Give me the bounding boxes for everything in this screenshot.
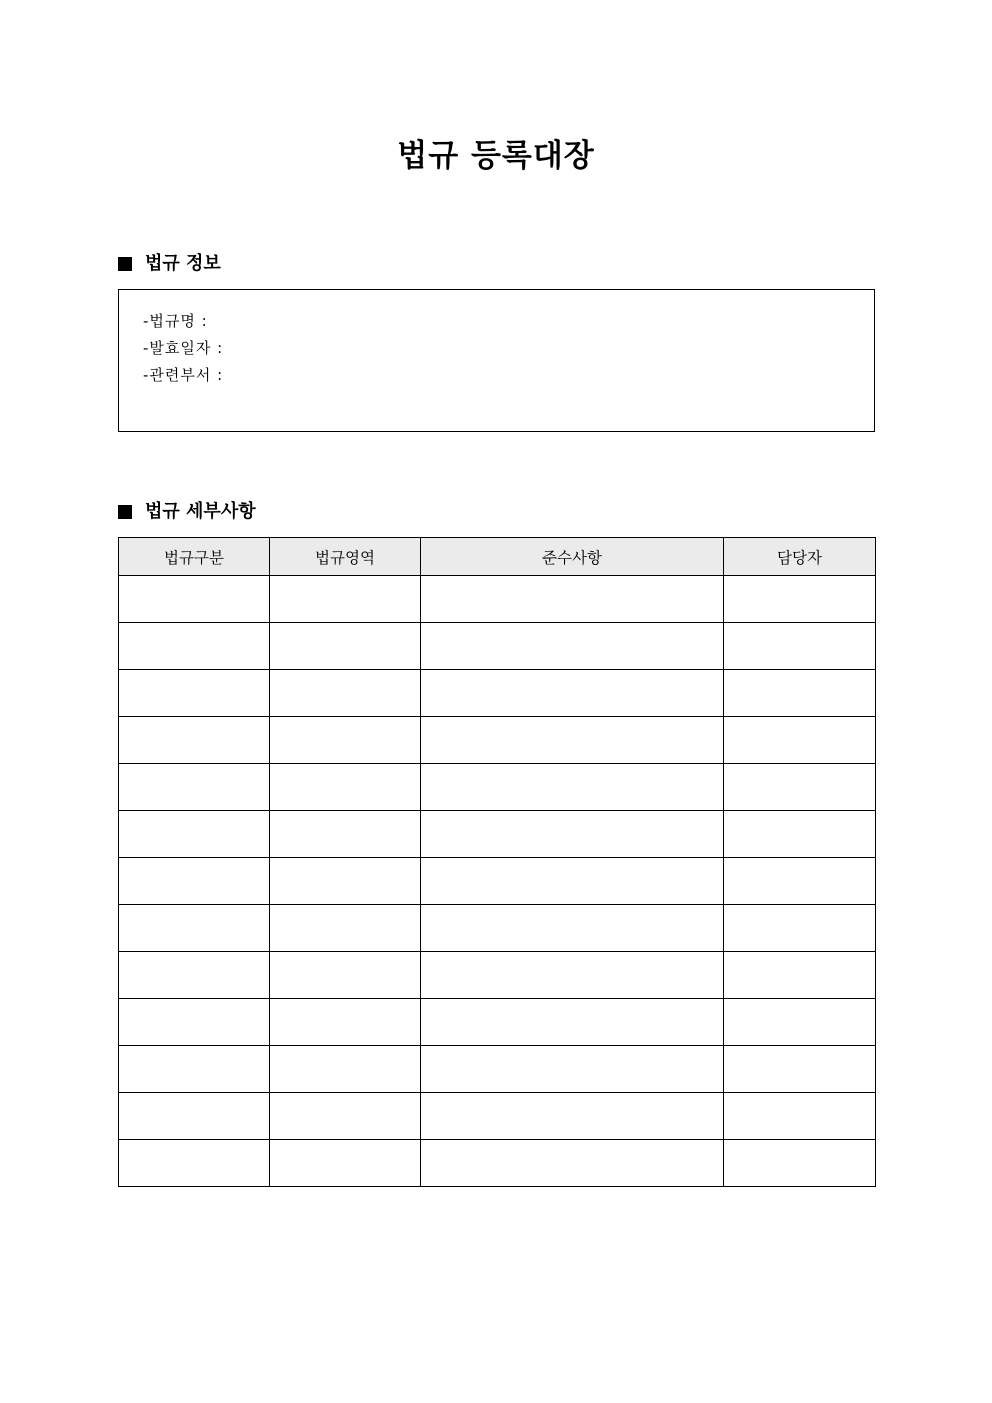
table-body — [119, 576, 876, 1187]
detail-table — [118, 537, 876, 1187]
table-row — [119, 623, 876, 670]
table-cell[interactable] — [270, 858, 421, 905]
info-line-effective-date: -발효일자 : — [143, 339, 224, 357]
table-cell[interactable] — [421, 623, 724, 670]
table-cell[interactable] — [421, 999, 724, 1046]
table-cell[interactable] — [421, 858, 724, 905]
table-cell[interactable] — [724, 811, 876, 858]
info-line-law-name: -법규명 : — [143, 312, 208, 330]
table-header-row — [119, 538, 876, 576]
table-row — [119, 670, 876, 717]
table-row — [119, 1093, 876, 1140]
page-title: 법규 등록대장 — [397, 138, 595, 174]
table-cell[interactable] — [421, 952, 724, 999]
table-cell[interactable] — [724, 1093, 876, 1140]
info-box — [118, 289, 875, 432]
table-cell[interactable] — [270, 1140, 421, 1187]
table-cell[interactable] — [119, 1093, 270, 1140]
table-cell[interactable] — [724, 717, 876, 764]
table-row — [119, 1140, 876, 1187]
table-cell[interactable] — [270, 764, 421, 811]
table-cell[interactable] — [119, 999, 270, 1046]
column-header-manager: 담당자 — [724, 538, 876, 576]
table-cell[interactable] — [119, 905, 270, 952]
detail-section-heading — [118, 499, 256, 525]
table-row — [119, 576, 876, 623]
table-cell[interactable] — [270, 1093, 421, 1140]
table-cell[interactable] — [119, 811, 270, 858]
table-cell[interactable] — [421, 1093, 724, 1140]
column-header-compliance: 준수사항 — [421, 538, 724, 576]
table-cell[interactable] — [270, 576, 421, 623]
table-cell[interactable] — [724, 858, 876, 905]
table-row — [119, 717, 876, 764]
info-section-heading-label: 법규 정보 — [145, 253, 221, 274]
table-cell[interactable] — [724, 1046, 876, 1093]
table-cell[interactable] — [421, 811, 724, 858]
table-cell[interactable] — [724, 952, 876, 999]
table-cell[interactable] — [724, 905, 876, 952]
black-square-icon — [118, 257, 132, 271]
table-cell[interactable] — [270, 717, 421, 764]
info-section-heading — [118, 251, 221, 277]
table-cell[interactable] — [421, 1140, 724, 1187]
table-cell[interactable] — [270, 952, 421, 999]
table-cell[interactable] — [724, 576, 876, 623]
info-lines — [143, 308, 223, 389]
table-cell[interactable] — [270, 999, 421, 1046]
table-cell[interactable] — [119, 1140, 270, 1187]
table-cell[interactable] — [270, 1046, 421, 1093]
table-cell[interactable] — [119, 623, 270, 670]
table-cell[interactable] — [724, 999, 876, 1046]
table-cell[interactable] — [421, 764, 724, 811]
table-row — [119, 858, 876, 905]
column-header-category: 법규구분 — [119, 538, 270, 576]
table-cell[interactable] — [119, 952, 270, 999]
table-cell[interactable] — [270, 905, 421, 952]
table-cell[interactable] — [270, 670, 421, 717]
table-cell[interactable] — [724, 623, 876, 670]
table-cell[interactable] — [119, 576, 270, 623]
table-cell[interactable] — [270, 623, 421, 670]
table-cell[interactable] — [421, 905, 724, 952]
table-row — [119, 1046, 876, 1093]
table-row — [119, 764, 876, 811]
table-row — [119, 811, 876, 858]
table-cell[interactable] — [119, 858, 270, 905]
table-cell[interactable] — [421, 717, 724, 764]
table-cell[interactable] — [119, 1046, 270, 1093]
column-header-area: 법규영역 — [270, 538, 421, 576]
table-cell[interactable] — [724, 670, 876, 717]
table-row — [119, 952, 876, 999]
table-cell[interactable] — [119, 717, 270, 764]
table-cell[interactable] — [421, 670, 724, 717]
table-cell[interactable] — [421, 1046, 724, 1093]
table-cell[interactable] — [724, 764, 876, 811]
table-cell[interactable] — [119, 670, 270, 717]
info-line-department: -관련부서 : — [143, 366, 224, 384]
table-cell[interactable] — [724, 1140, 876, 1187]
black-square-icon — [118, 505, 132, 519]
table-row — [119, 999, 876, 1046]
table-cell[interactable] — [421, 576, 724, 623]
detail-section-heading-label: 법규 세부사항 — [145, 501, 256, 522]
table-row — [119, 905, 876, 952]
table-cell[interactable] — [270, 811, 421, 858]
table-cell[interactable] — [119, 764, 270, 811]
